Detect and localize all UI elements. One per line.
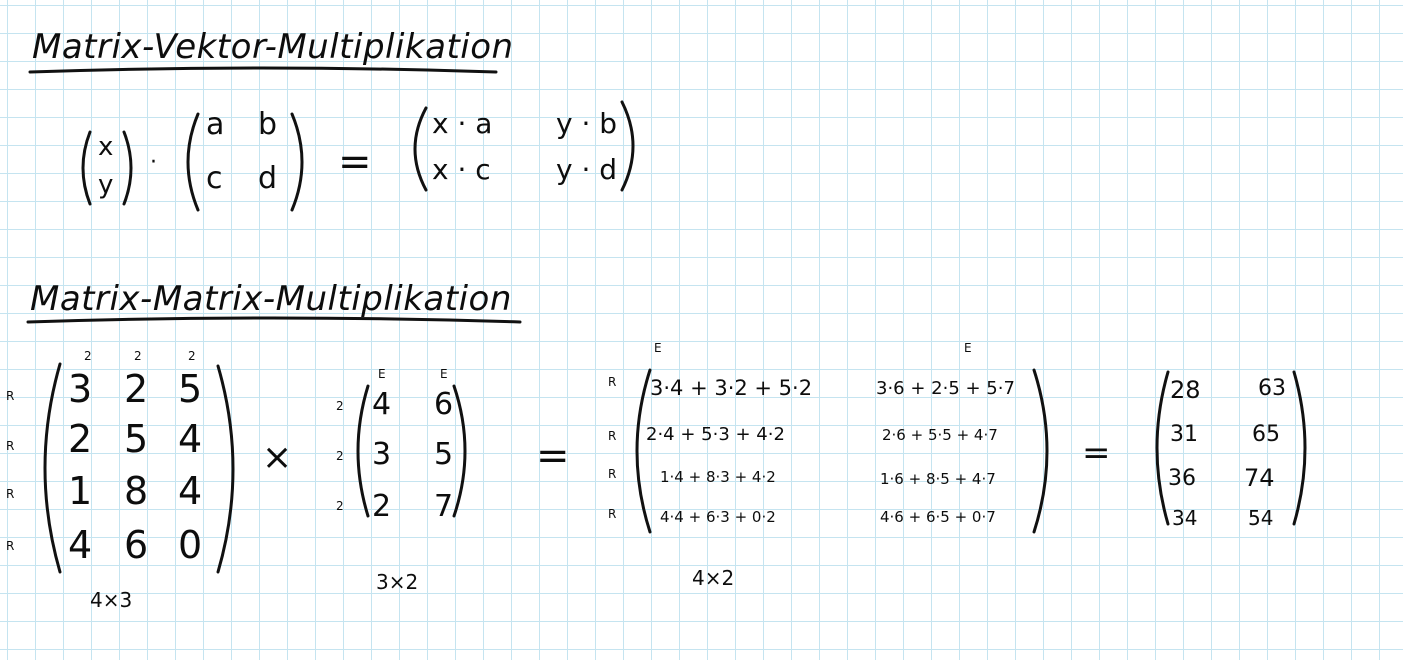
a-col-mark: 2 — [84, 349, 92, 363]
b-cell: 4 — [372, 387, 392, 422]
a-cell: 2 — [68, 417, 93, 461]
matrix-c: c — [206, 161, 223, 196]
matrix-d: d — [258, 161, 278, 196]
a-row-mark: R — [6, 487, 15, 501]
b-cell: 5 — [434, 437, 454, 472]
b-row-mark: 2 — [336, 449, 344, 463]
a-left-paren — [30, 362, 64, 574]
equals-sign: = — [536, 433, 570, 479]
matrix-b: b — [258, 107, 278, 142]
product-col-mark: E — [964, 341, 972, 355]
b-cell: 3 — [372, 437, 392, 472]
product-cell: 2·6 + 5·5 + 4·7 — [882, 426, 998, 444]
a-row-mark: R — [6, 539, 15, 553]
result-cell: 34 — [1172, 506, 1198, 530]
result-yb: y · b — [556, 107, 618, 140]
product-cell: 3·4 + 3·2 + 5·2 — [650, 376, 813, 400]
result-xc: x · c — [432, 153, 491, 186]
b-size-label: 3×2 — [376, 570, 419, 594]
product-row-mark: R — [608, 375, 617, 389]
b-col-mark: E — [440, 367, 448, 381]
result-right-paren — [1290, 370, 1316, 526]
result-yd: y · d — [556, 153, 618, 186]
b-cell: 7 — [434, 489, 454, 524]
a-size-label: 4×3 — [90, 588, 133, 612]
result-xa: x · a — [432, 107, 493, 140]
a-cell: 2 — [124, 367, 149, 411]
dot-operator: · — [150, 150, 157, 175]
a-right-paren — [214, 364, 248, 574]
b-col-mark: E — [378, 367, 386, 381]
result-cell: 54 — [1248, 506, 1274, 530]
product-cell: 4·4 + 6·3 + 0·2 — [660, 508, 776, 526]
product-cell: 4·6 + 6·5 + 0·7 — [880, 508, 996, 526]
product-row-mark: R — [608, 467, 617, 481]
b-right-paren — [450, 384, 476, 518]
result-right-paren — [618, 100, 644, 192]
vector-left-paren — [74, 130, 94, 206]
product-right-paren — [1030, 368, 1060, 534]
b-left-paren — [348, 384, 372, 518]
a-cell: 4 — [178, 417, 203, 461]
a-row-mark: R — [6, 389, 15, 403]
vector-right-paren — [120, 130, 140, 206]
result-left-paren — [404, 106, 430, 192]
result-cell: 31 — [1170, 422, 1198, 447]
product-cell: 3·6 + 2·5 + 5·7 — [876, 378, 1015, 399]
product-col-mark: E — [654, 341, 662, 355]
a-col-mark: 2 — [134, 349, 142, 363]
vector-x: x — [98, 132, 114, 162]
a-cell: 5 — [124, 417, 149, 461]
title-underline-1 — [30, 68, 496, 72]
section-title-matrix-vector: Matrix-Vektor-Multiplikation — [32, 27, 514, 67]
product-cell: 2·4 + 5·3 + 4·2 — [646, 424, 785, 445]
equals-sign: = — [338, 139, 372, 185]
section-title-matrix-matrix: Matrix-Matrix-Multiplikation — [30, 279, 512, 319]
vector-y: y — [98, 170, 114, 200]
times-operator: × — [262, 437, 293, 478]
result-cell: 74 — [1244, 464, 1275, 492]
product-cell: 1·6 + 8·5 + 4·7 — [880, 470, 996, 488]
b-cell: 6 — [434, 387, 454, 422]
a-col-mark: 2 — [188, 349, 196, 363]
product-row-mark: R — [608, 507, 617, 521]
a-cell: 4 — [68, 523, 93, 567]
matrix-left-paren — [178, 112, 202, 212]
result-left-paren — [1146, 370, 1172, 526]
b-cell: 2 — [372, 489, 392, 524]
b-row-mark: 2 — [336, 399, 344, 413]
a-cell: 6 — [124, 523, 149, 567]
a-cell: 0 — [178, 523, 203, 567]
result-cell: 36 — [1168, 466, 1196, 491]
a-cell: 3 — [68, 367, 93, 411]
a-row-mark: R — [6, 439, 15, 453]
a-cell: 8 — [124, 469, 149, 513]
matrix-a: a — [206, 107, 225, 142]
product-size-label: 4×2 — [692, 566, 735, 590]
a-cell: 1 — [68, 469, 93, 513]
a-cell: 4 — [178, 469, 203, 513]
a-cell: 5 — [178, 367, 203, 411]
b-row-mark: 2 — [336, 499, 344, 513]
product-row-mark: R — [608, 429, 617, 443]
equals-sign: = — [1082, 433, 1111, 473]
result-cell: 28 — [1170, 376, 1201, 404]
matrix-right-paren — [288, 112, 312, 212]
result-cell: 63 — [1258, 376, 1286, 401]
result-cell: 65 — [1252, 422, 1280, 447]
product-cell: 1·4 + 8·3 + 4·2 — [660, 468, 776, 486]
